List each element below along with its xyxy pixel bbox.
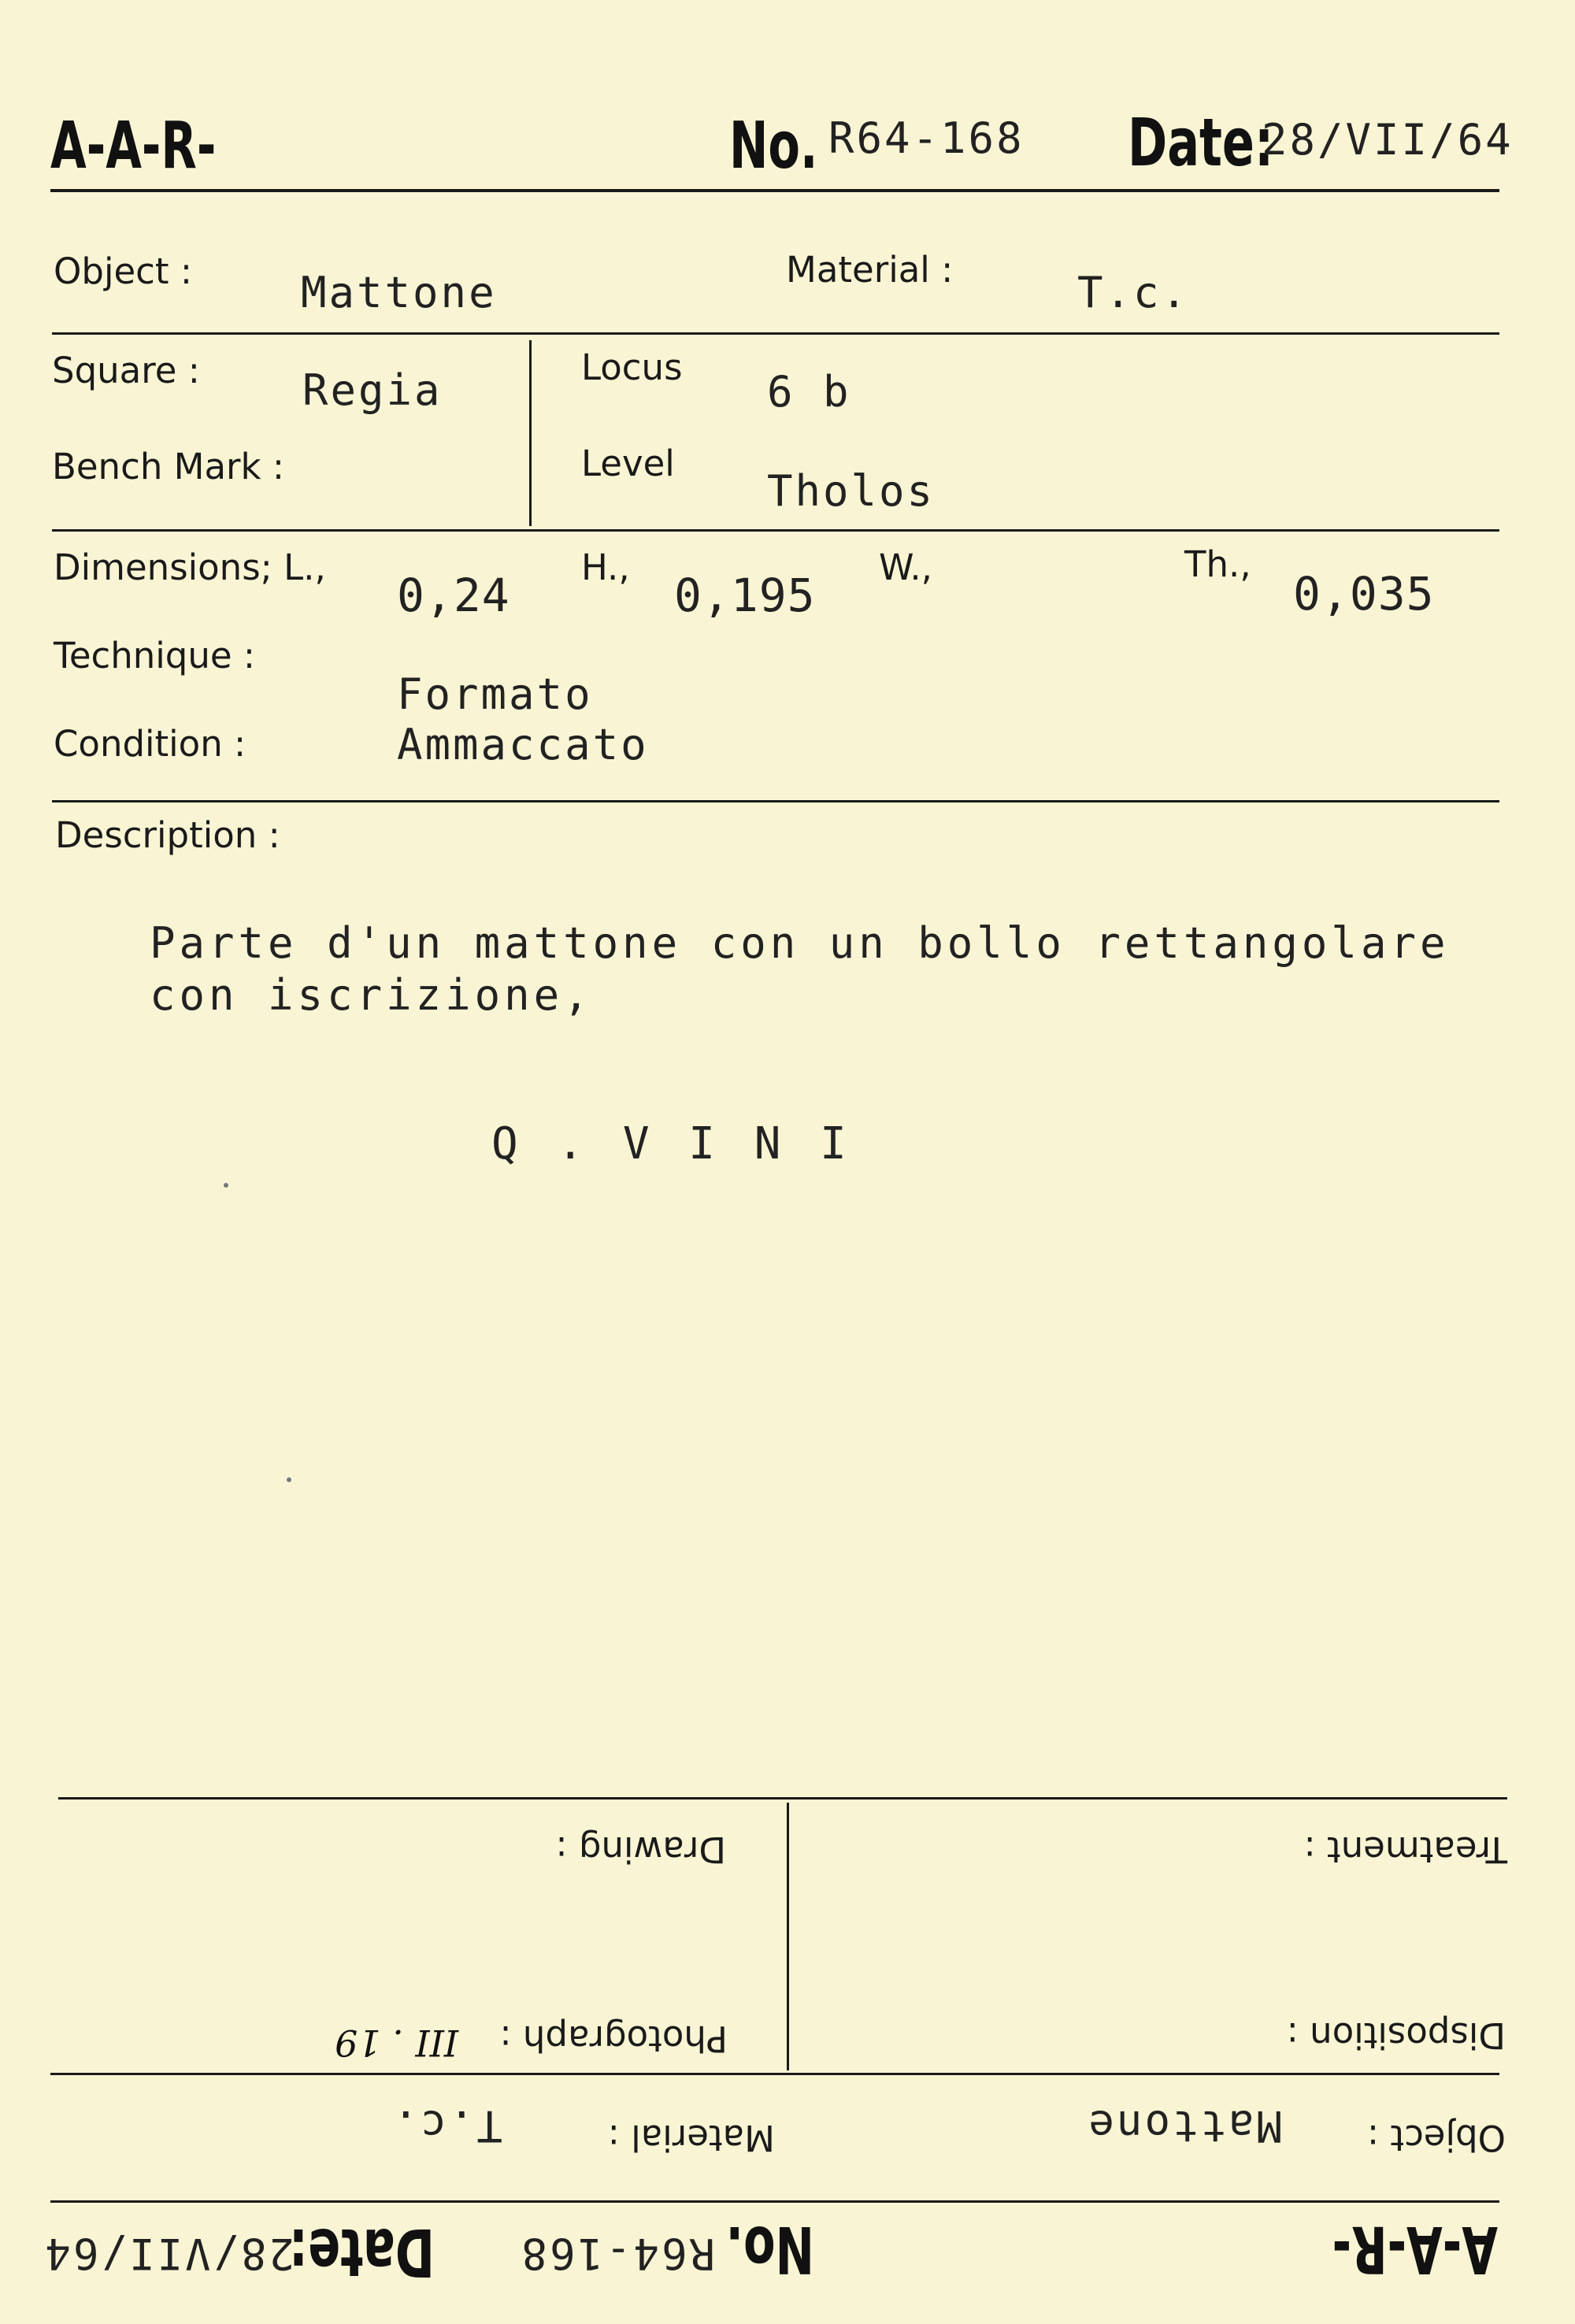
- rule-locus: [52, 529, 1499, 532]
- photograph-label: Photograph :: [499, 2018, 728, 2059]
- reverse-org-heading: A-A-R-: [1332, 2211, 1498, 2286]
- rule-header: [50, 189, 1499, 192]
- height-label: H.,: [581, 547, 630, 588]
- level-value: Tholos: [767, 466, 936, 516]
- locus-label: Locus: [581, 347, 683, 388]
- inscription: Q . V I N I: [491, 1118, 853, 1169]
- object-value: Mattone: [301, 268, 497, 317]
- rule-condition: [52, 800, 1499, 802]
- paper-speck: [224, 1183, 228, 1188]
- reverse-material-label: Material :: [607, 2117, 775, 2159]
- disposition-label: Disposition :: [1286, 2015, 1506, 2056]
- org-heading: A-A-R-: [50, 109, 217, 183]
- thickness-value: 0,035: [1293, 567, 1435, 621]
- reverse-number-value: R64-168: [519, 2229, 715, 2278]
- date-label: Date:: [1128, 104, 1274, 181]
- bench-mark-label: Bench Mark :: [52, 446, 285, 487]
- treatment-label: Treatment :: [1303, 1829, 1507, 1870]
- description-label: Description :: [55, 814, 280, 856]
- date-value: 28/VII/64: [1262, 115, 1514, 165]
- reverse-date-label: Date:: [288, 2214, 435, 2291]
- rule-object: [52, 332, 1499, 335]
- thickness-label: Th.,: [1184, 543, 1251, 585]
- reverse-rule-header: [50, 2200, 1499, 2203]
- description-line-2: con iscrizione,: [150, 970, 593, 1020]
- length-value: 0,24: [397, 569, 510, 622]
- reverse-object-label: Object :: [1366, 2117, 1506, 2159]
- technique-value: Formato: [397, 669, 593, 719]
- photograph-value: III . 19: [335, 2022, 458, 2064]
- reverse-rule-bottom: [58, 1797, 1507, 1800]
- reverse-rule-object: [50, 2073, 1499, 2075]
- reverse-divider: [787, 1803, 789, 2070]
- square-value: Regia: [302, 365, 443, 415]
- level-label: Level: [581, 443, 675, 484]
- material-label: Material :: [786, 249, 954, 291]
- reverse-date-value: 28/VII/64: [43, 2229, 295, 2278]
- height-value: 0,195: [674, 569, 816, 622]
- inverted-section: [0, 1681, 1575, 2324]
- material-value: T.c.: [1077, 268, 1190, 317]
- drawing-label: Drawing :: [555, 1829, 726, 1870]
- reverse-object-value: Mattone: [1086, 2101, 1282, 2151]
- divider-square-locus: [529, 340, 532, 526]
- paper-speck: [287, 1477, 291, 1482]
- width-label: W.,: [879, 547, 932, 588]
- technique-label: Technique :: [54, 635, 256, 676]
- condition-value: Ammaccato: [397, 720, 649, 769]
- reverse-number-label: No.: [725, 2211, 814, 2286]
- description-line-1: Parte d'un mattone con un bollo rettangolare: [150, 918, 1450, 968]
- number-value: R64-168: [828, 113, 1025, 163]
- reverse-material-value: T.c.: [390, 2101, 502, 2151]
- square-label: Square :: [52, 350, 200, 391]
- locus-value: 6 b: [767, 367, 851, 417]
- condition-label: Condition :: [54, 723, 246, 765]
- dimensions-label: Dimensions; L.,: [54, 547, 326, 588]
- number-label: No.: [729, 109, 818, 183]
- object-label: Object :: [54, 250, 193, 292]
